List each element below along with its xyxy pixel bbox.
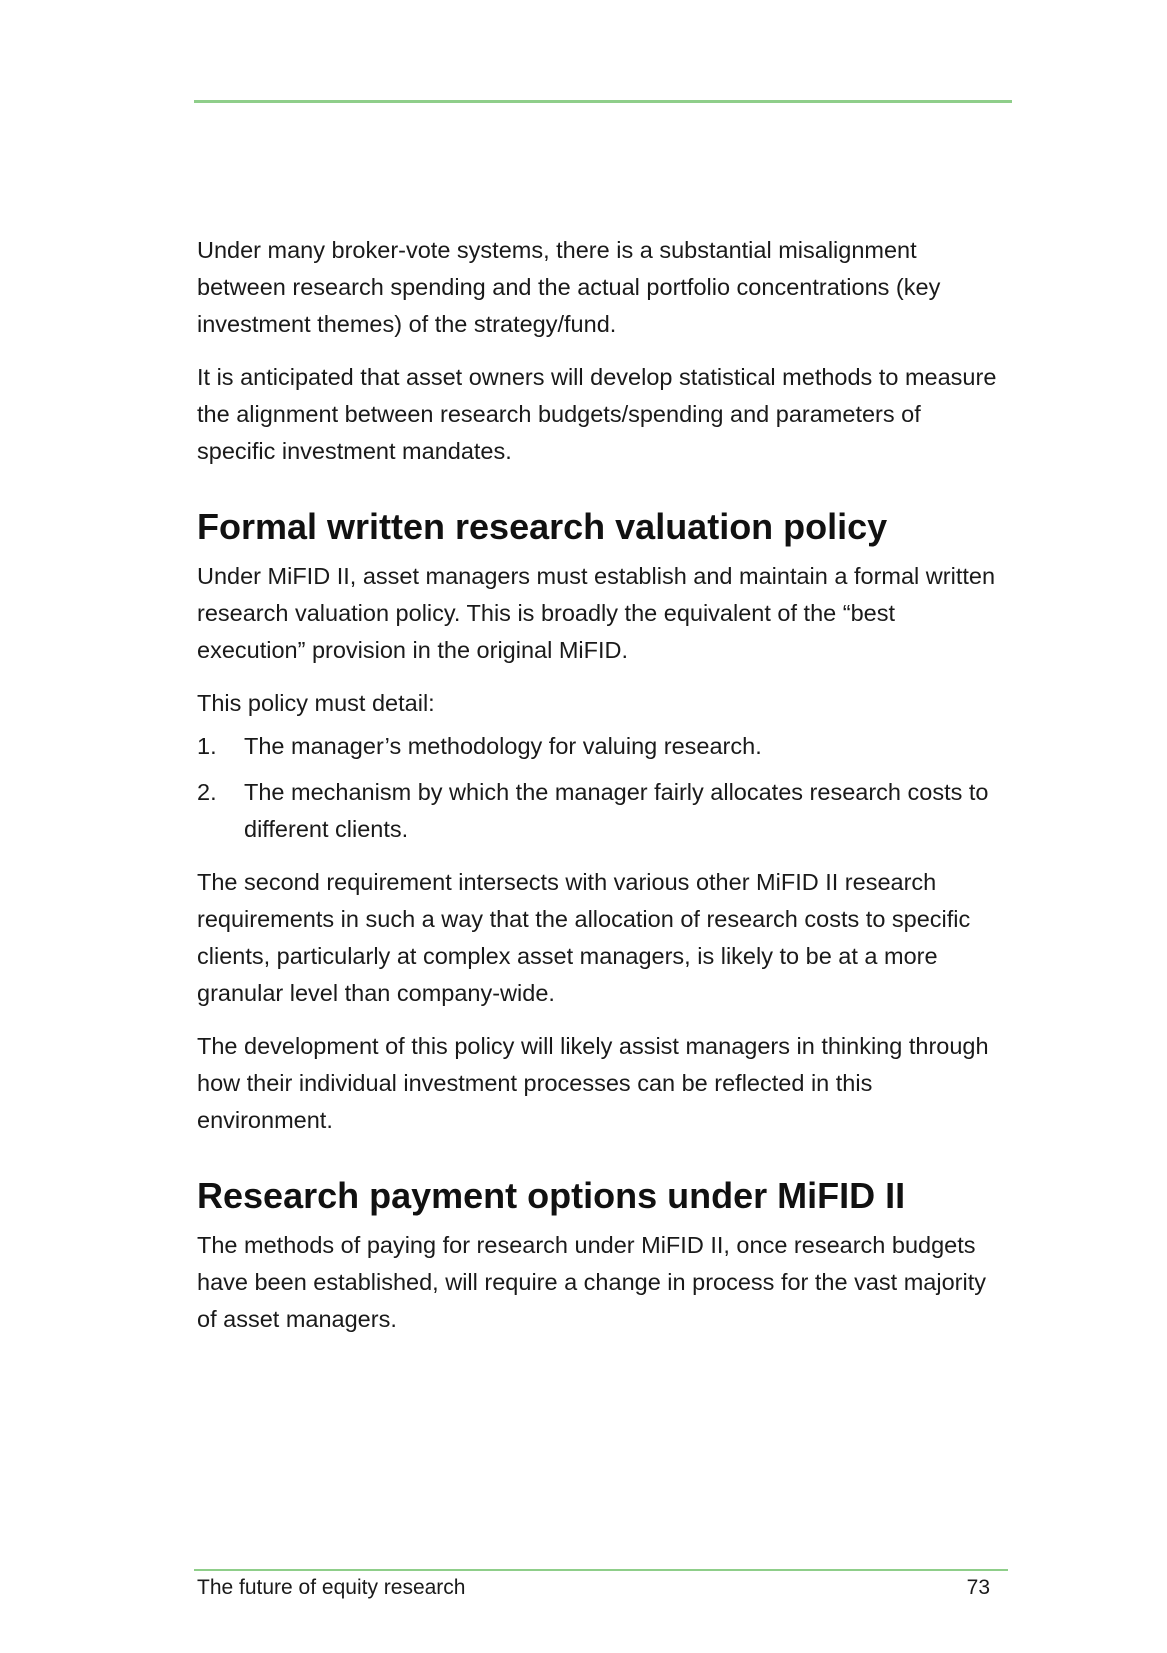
payment-options-paragraph-1: The methods of paying for research under MiFID II, once research budgets have been established, will require a change in process for the vast majority of asset managers. [197,1232,986,1332]
list-item-text: The mechanism by which the manager fairly allocates research costs to different clients. [244,779,989,842]
section-heading-payment-options: Research payment options under MiFID II [197,1175,906,1216]
page-number: 73 [966,1576,990,1599]
list-item [197,728,1002,765]
footer-rule [194,1569,1008,1571]
policy-detail-list [197,728,1002,848]
valuation-policy-paragraph-2: This policy must detail: [197,690,435,716]
list-item [197,774,1002,848]
page-content [197,232,1002,1354]
valuation-policy-paragraph-3: The second requirement intersects with various other MiFID II research requirements in such a way that the allocation of research costs to specific clients, particularly at complex asset managers, is likely to be at a more granular level than company-wide. [197,869,971,1006]
valuation-policy-paragraph-1: Under MiFID II, asset managers must establish and maintain a formal written research valuation policy. This is broadly the equivalent of the “best execution” provision in the original MiFID. [197,563,996,663]
intro-paragraph-1: Under many broker-vote systems, there is a substantial misalignment between research spending and the actual portfolio concentrations (key investment themes) of the strategy/fund. [197,237,941,337]
valuation-policy-paragraph-4: The development of this policy will likely assist managers in thinking through how their individual investment processes can be reflected in this environment. [197,1033,989,1133]
list-item-number: 2. [197,779,217,805]
intro-paragraph-2: It is anticipated that asset owners will develop statistical methods to measure the alignment between research budgets/spending and parameters of specific investment mandates. [197,364,997,464]
section-heading-valuation-policy: Formal written research valuation policy [197,506,888,547]
list-item-text: The manager’s methodology for valuing research. [244,733,762,759]
header-rule [194,100,1012,103]
list-item-number: 1. [197,733,217,759]
footer-title: The future of equity research [197,1576,466,1599]
